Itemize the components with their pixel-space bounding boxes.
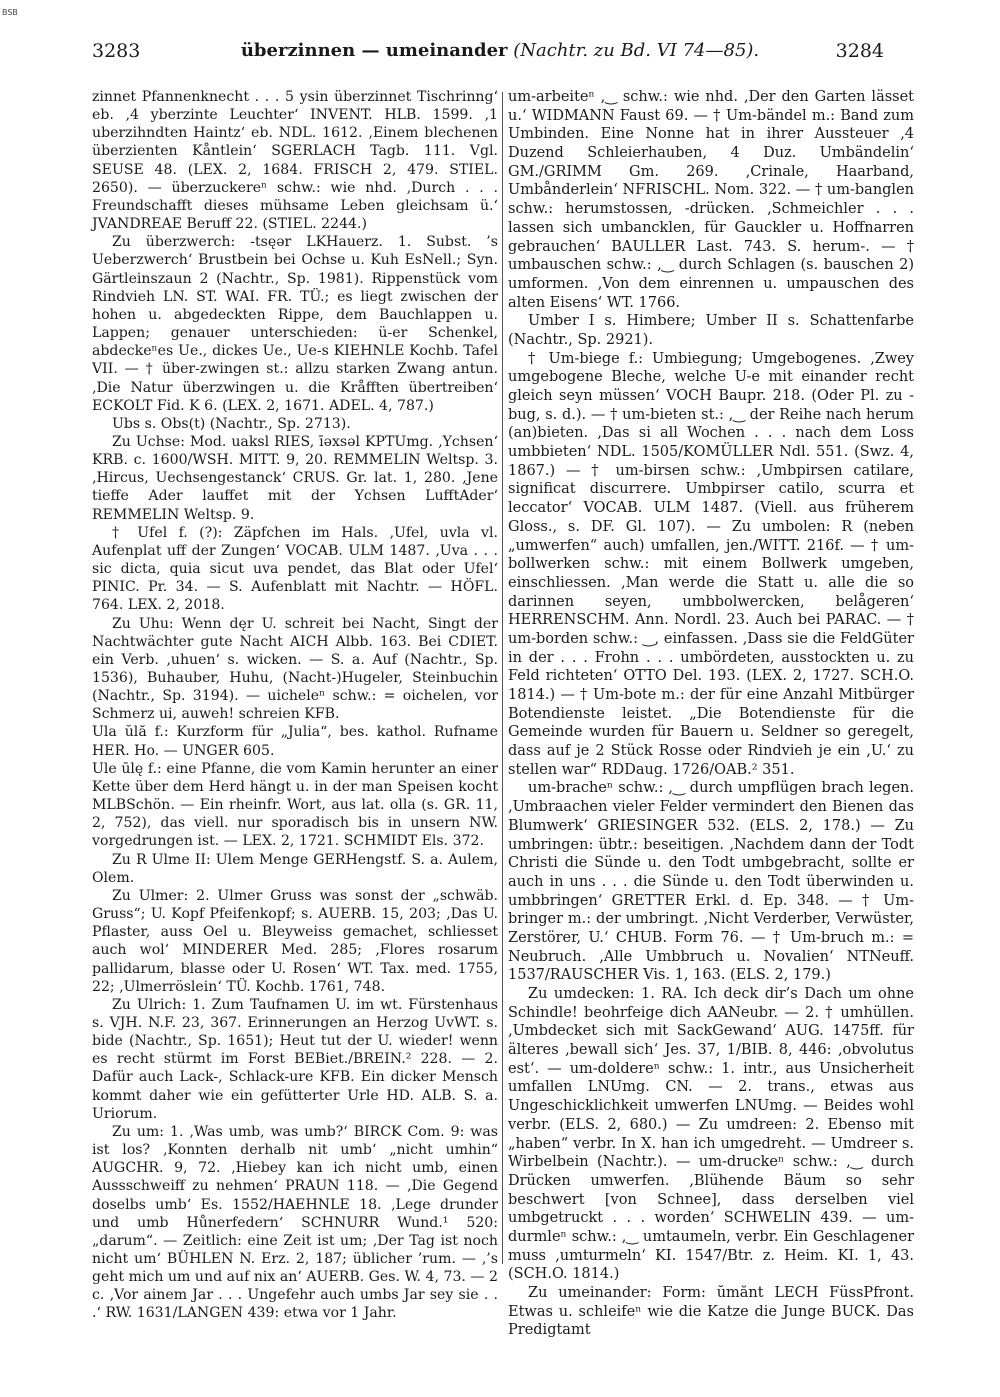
entry-paragraph: † Um-biege f.: Umbiegung; Umgebogenes. ‚Zwey umgebogene Bleche, welche U-e mit einander recht gleich seyn müssen‘ VOCH Baupr. 218. (Oder Pl. zu -bug, s. d.). — † um-bieten st.: ,‿ der Reihe nach herum (an)bieten. ‚Das si all Wochen . . . nach dem Loss umbbieten‘ NDL. 1505/KOMÜLLER Ndl. 551. (Swz. 4, 1867.) — † um-birsen schw.: ‚Umbpirsen catilare, significat discurrere. Umbpirser catilo, scurra et leccator‘ VOCAB. ULM 1487. (Viell. aus früherem Gloss., s. DF. Gl. 107). — Zu umbolen: R (neben „umwerfen“ auch) umfallen, jen./WITT. 216f. — † um-bollwerken schw.: mit einem Bollwerk umgeben, einschliessen. ‚Man werde die Statt u. alle die so darinnen seyen, umbbolwercken, belågeren‘ HERRENSCHM. Ann. Nordl. 23. Auch bei PARAC. — † um-borden schw.: ‿, einfassen. ‚Dass sie die FeldGüter in der . . . Frohn . . . umbördeten, ausstockten u. zu Feld richteten‘ OTTO Del. 193. (LEX. 2, 1727. SCH.O. 1814.) — † Um-bote m.: der für eine Anzahl Mitbürger Botendienste leistet. „Die Botendienste für die Gemeinde wurden für Bauern u. Seldner so geregelt, dass auf je 2 Stück Rosse oder Rindvieh je ein ‚U.‘ zu stellen war“ RDDaug. 1726/OAB.² 351. [508, 350, 914, 778]
entry-paragraph: Zu umdecken: 1. RA. Ich deck dir’s Dach um ohne Schindle! beohrfeige dich AANeubr. — 2. † umhüllen. ‚Umbdecket sich mit SackGewand‘ AUG. 1475ff. für älteres ‚bewall sich‘ Jes. 37, 1/BIB. 8, 446: ‚obvolutus est‘. — um-doldereⁿ schw.: 1. intr., aus Unsicherheit umfallen LNUmg. CN. — 2. trans., etwas aus Ungeschicklichkeit umwerfen LNUmg. — Beides wohl verbr. (ELS. 2, 680.) — Zu umdreen: 2. Ebenso mit „haben“ verbr. In X. han ich umgedreht. — Umdreer s. Wirbelbein (Nachtr.). — um-druckeⁿ schw.: ,‿ durch Drücken umwerfen. ‚Blühende Bäum so sehr beschwert [von Schnee], dass derselben viel umbgetruckt . . . worden‘ SCHWELIN 439. — um-durmleⁿ schw.: ,‿ umtaumeln, verbr. Ein Geschlagener muss ‚umturmeln‘ KI. 1547/Btr. z. Heim. KI. 1, 43. (SCH.O. 1814.) [508, 986, 914, 1283]
entry-paragraph: Zu überzwerch: -tsęər LKHauerz. 1. Subst. ’s Ueberzwerch‘ Brustbein bei Ochse u. Kuh EsNell.; Syn. Gärtleinszaun 2 (Nachtr., Sp. 1981). Rippenstück vom Rindvieh LN. ST. WAI. FR. TÜ.; es liegt zwischen der hohen u. abgedeckten Rippe, dem Bauchlappen u. Lappen; genauer unterschieden: ü-er Schenkel, abdeckeⁿes Ue., dickes Ue., Ue-s KIEHNLE Kochb. Tafel VII. — † über-zwingen st.: allzu starken Zwang antun. ‚Die Natur überzwingen u. die Kråfften übertreiben‘ ECKOLT Fid. K 6. (LEX. 2, 1671. ADEL. 4, 787.) [92, 234, 498, 414]
entry-paragraph: Ula ŭlă f.: Kurzform für „Julia“, bes. kathol. Rufname HER. Ho. — UNGER 605. [92, 724, 498, 759]
entry-paragraph: um-bracheⁿ schw.: ,‿ durch umpflügen brach legen. ‚Umbraachen vieler Felder vermindert den Bienen das Blumwerk‘ GRIESINGER 532. (ELS. 2, 178.) — Zu umbringen: übtr.: beseitigen. ‚Nachdem dann der Todt Christi die Sünde u. den Todt umbgebracht, sollte er auch in uns . . . die Sünde u. den Todt überwinden u. umbbringen‘ GRETTER Erkl. d. Ep. 348. — † Um-bringer m.: der umbringt. ‚Nicht Verderber, Verwüster, Zerstörer, U.‘ CHUB. Form 76. — † Um-bruch m.: = Neubruch. ‚Alle Umbbruch u. Novalien‘ NTNeuff. 1537/RAUSCHER Vis. 1, 163. (ELS. 2, 179.) [508, 780, 914, 984]
entry-paragraph: Ubs s. Obs(t) (Nachtr., Sp. 2713). [112, 415, 351, 432]
page-header [0, 40, 1000, 70]
entry-paragraph: Zu Uchse: Mod. uaksl RIES, īəxsəl KPTUmg. ‚Ychsen‘ KRB. c. 1600/WSH. MITT. 9, 20. REMMELIN Weltsp. 3. ‚Hircus, Uechsengestanck‘ CRUS. Gr. lat. 1, 280. ‚Jene tieffe Ader lauffet mit der Ychsen LufftAder‘ REMMELIN Weltsp. 9. [92, 433, 498, 523]
entry-paragraph: Zu umeinander: Form: ŭmănt LECH FüssPfront. Etwas u. schleifeⁿ wie die Katze die Junge BUCK. Das Predigtamt [508, 1285, 914, 1339]
right-column [508, 88, 914, 1340]
entry-paragraph: zinnet Pfannenknecht . . . 5 ysin überzinnet Tischrinng‘ eb. ‚4 yberzinte Leuchter‘ INVENT. HLB. 1599. ‚1 uberzihndten Haintz‘ eb. NDL. 1612. ‚Einem blechenen überzienten Kåntlein‘ SGERLACH Tagb. 111. Vgl. SEUSE 48. (LEX. 2, 1684. FRISCH 2, 479. STIEL. 2650). — überzuckereⁿ schw.: wie nhd. ‚Durch . . . Freundschafft dieses mühsame Leben gleichsam ü.‘ JVANDREAE Beruff 22. (STIEL. 2244.) [92, 89, 498, 233]
entry-paragraph: † Ufel f. (?): Zäpfchen im Hals. ‚Ufel, uvla vl. Aufenplat uff der Zungen‘ VOCAB. ULM 1487. ‚Uva . . . sic dicta, quia sicut uva pendet, das Blat oder Ufel‘ PINIC. Pr. 34. — S. Aufenblatt mit Nachtr. — HÖFL. 764. LEX. 2, 2018. [92, 524, 498, 614]
entry-paragraph: um-arbeiteⁿ ,‿ schw.: wie nhd. ‚Der den Garten lässet u.‘ WIDMANN Faust 69. — † Um-bändel m.: Band zum Umbinden. Eine Nonne hat in ihrer Aussteuer ‚4 Duzend Schleierhauben, 4 Duz. Umbändelin‘ GM./GRIMM Gm. 269. ‚Crinale, Haarband, Umbånderlein‘ NFRISCHL. Nom. 322. — † um-banglen schw.: herumstossen, -drücken. ‚Schmeichler . . . lassen sich umbancklen, für Gauckler u. Hoffnarren gebrauchen‘ BAULLER Last. 743. S. herum-. — † umbauschen schw.: ,‿ durch Schlagen (s. bauschen 2) umformen. ‚Von dem einrennen u. umpauschen des alten Eisens‘ WT. 1766. [508, 89, 914, 311]
library-stamp: BSB [2, 8, 18, 17]
entry-paragraph: Zu Ulrich: 1. Zum Taufnamen U. im wt. Fürstenhaus s. VJH. N.F. 23, 367. Erinnerungen an Herzog UvWT. s. bide (Nachtr., Sp. 1651); Heut tut der U. wieder! wenn es recht stürmt im Forst BEBiet./BREIN.² 228. — 2. Dafür auch Lack-, Schlack-ure KFB. Ein dicker Mensch kommt daher wie ein gefütterter Urle HD. ALB. S. a. Uriorum. [92, 996, 498, 1122]
entry-paragraph: Zu R Ulme II: Ulem Menge GERHengstf. S. a. Aulem, Olem. [92, 851, 498, 886]
column-divider [502, 92, 503, 1264]
entry-paragraph: Ule ūlę f.: eine Pfanne, die vom Kamin herunter an einer Kette über dem Herd hängt u. in der man Speisen kocht MLBSchön. — Ein rheinfr. Wort, aus lat. olla (s. GR. 11, 2, 752), das viell. nur sporadisch bis in unsern NW. vorgedrungen ist. — LEX. 2, 1721. SCHMIDT Els. 372. [92, 760, 498, 850]
running-head-note: (Nachtr. zu Bd. VI 74—85). [513, 40, 760, 61]
running-head-title: überzinnen — umeinander [240, 40, 508, 61]
page-number-right: 3284 [835, 40, 884, 62]
left-column [92, 88, 498, 1323]
page-number-left: 3283 [92, 40, 141, 62]
entry-paragraph: Zu Uhu: Wenn dęr U. schreit bei Nacht, Singt der Nachtwächter gute Nacht AICH Albb. 163. Bei CDIET. ein Verb. ‚uhuen‘ s. wicken. — S. a. Auf (Nachtr., Sp. 1536), Buhauber, Huhu, (Nacht-)Hugeler, Steinbuchin (Nachtr., Sp. 3194). — uicheleⁿ schw.: = oichelen, vor Schmerz ui, auweh! schreien KFB. [92, 615, 498, 723]
entry-paragraph: Zu Ulmer: 2. Ulmer Gruss was sonst der „schwäb. Gruss“; U. Kopf Pfeifenkopf; s. AUERB. 15, 203; ‚Das U. Pflaster, auss Oel u. Bleyweiss gemachet, schliesset auch wol‘ MINDERER Med. 285; ‚Flores rosarum pallidarum, blasse oder U. Rosen‘ WT. Tax. med. 1755, 22; ‚Ulmerröslein‘ TÜ. Kochb. 1761, 748. [92, 887, 498, 995]
entry-paragraph: Zu um: 1. ‚Was umb, was umb?‘ BIRCK Com. 9: was ist los? ‚Konnten derhalb nit umb‘ „nicht umhin“ AUGCHR. 9, 72. ‚Hiebey kan ich nicht umb, einen Aussschweiff zu nehmen‘ PRAUN 118. — ‚Die Gegend doselbs umb‘ Es. 1552/HAEHNLE 18. ‚Lege drunder und umb Hůnerfedern‘ SCHNURR Wund.¹ 520: „darum“. — Zeitlich: eine Zeit ist um; ‚Der Tag ist noch nicht um‘ BÜHLEN N. Erz. 2, 187; üblicher ’rum. — ‚’s geht mich um und auf nix an‘ AUERB. Ges. W. 4, 73. — 2 c. ‚Vor ainem Jar . . . Ungefehr auch umbs Jar sey sie . . .‘ RW. 1631/LANGEN 439: etwa vor 1 Jahr. [92, 1123, 498, 1322]
entry-paragraph: Umber I s. Himbere; Umber II s. Schattenfarbe (Nachtr., Sp. 2921). [508, 313, 914, 348]
